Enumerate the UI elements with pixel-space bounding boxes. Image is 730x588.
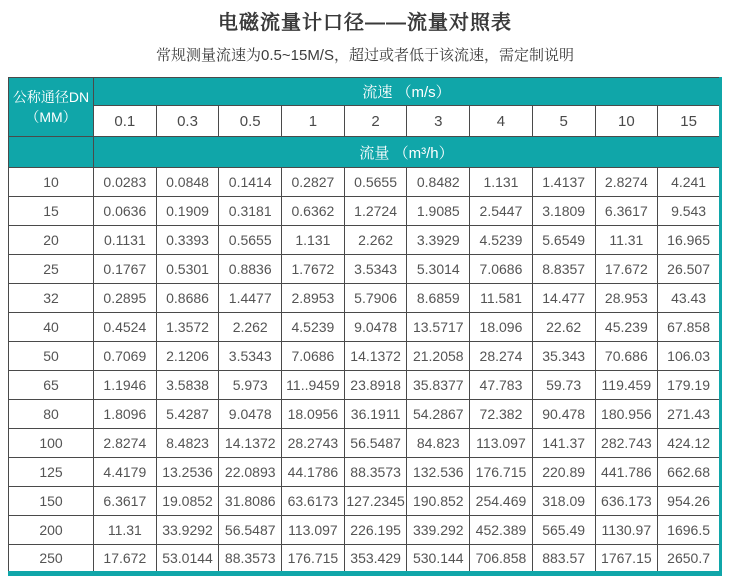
flow-value-cell: 424.12 xyxy=(658,429,721,458)
flow-value-cell: 1.131 xyxy=(470,168,533,197)
flow-value-cell: 36.1911 xyxy=(344,400,407,429)
flow-value-cell: 530.144 xyxy=(407,545,470,574)
flow-value-cell: 176.715 xyxy=(282,545,345,574)
flow-value-cell: 7.0686 xyxy=(470,255,533,284)
dn-value-cell: 15 xyxy=(9,197,94,226)
velocity-values-row xyxy=(9,106,721,137)
flow-value-cell: 452.389 xyxy=(470,516,533,545)
flow-value-cell: 127.2345 xyxy=(344,487,407,516)
flow-value-cell: 0.2895 xyxy=(94,284,157,313)
flow-value-cell: 190.852 xyxy=(407,487,470,516)
table-row xyxy=(9,168,721,197)
velocity-value: 10 xyxy=(595,106,658,137)
velocity-value: 15 xyxy=(658,106,721,137)
flow-value-cell: 119.459 xyxy=(595,371,658,400)
flow-value-cell: 0.1767 xyxy=(94,255,157,284)
dn-value-cell: 20 xyxy=(9,226,94,255)
flow-value-cell: 70.686 xyxy=(595,342,658,371)
flow-value-cell: 9.0478 xyxy=(344,313,407,342)
flow-value-cell: 18.096 xyxy=(470,313,533,342)
flow-value-cell: 0.5655 xyxy=(344,168,407,197)
flow-value-cell: 0.3181 xyxy=(219,197,282,226)
flow-value-cell: 11..9459 xyxy=(282,371,345,400)
dn-value-cell: 250 xyxy=(9,545,94,574)
flow-value-cell: 1.1946 xyxy=(94,371,157,400)
flow-value-cell: 565.49 xyxy=(532,516,595,545)
table-body xyxy=(9,168,721,574)
flow-value-cell: 1.3572 xyxy=(156,313,219,342)
flow-group-header: 流量 （m³/h） xyxy=(94,137,721,168)
flow-value-cell: 0.6362 xyxy=(282,197,345,226)
flow-value-cell: 14.1372 xyxy=(219,429,282,458)
flow-value-cell: 282.743 xyxy=(595,429,658,458)
flow-value-cell: 14.1372 xyxy=(344,342,407,371)
flow-value-cell: 7.0686 xyxy=(282,342,345,371)
corner-header-dn xyxy=(9,78,94,137)
table-row xyxy=(9,313,721,342)
flow-value-cell: 1130.97 xyxy=(595,516,658,545)
table-header xyxy=(9,78,721,168)
table-row xyxy=(9,342,721,371)
flow-value-cell: 106.03 xyxy=(658,342,721,371)
flow-value-cell: 706.858 xyxy=(470,545,533,574)
flow-value-cell: 17.672 xyxy=(595,255,658,284)
flow-value-cell: 6.3617 xyxy=(94,487,157,516)
flow-value-cell: 1.4137 xyxy=(532,168,595,197)
flow-value-cell: 56.5487 xyxy=(344,429,407,458)
flow-value-cell: 113.097 xyxy=(282,516,345,545)
flow-value-cell: 883.57 xyxy=(532,545,595,574)
flow-value-cell: 9.0478 xyxy=(219,400,282,429)
flow-value-cell: 5.6549 xyxy=(532,226,595,255)
flow-value-cell: 11.31 xyxy=(94,516,157,545)
flow-value-cell: 54.2867 xyxy=(407,400,470,429)
flow-value-cell: 353.429 xyxy=(344,545,407,574)
flow-value-cell: 22.62 xyxy=(532,313,595,342)
flow-value-cell: 88.3573 xyxy=(344,458,407,487)
flow-value-cell: 13.5717 xyxy=(407,313,470,342)
flow-value-cell: 8.6859 xyxy=(407,284,470,313)
flow-value-cell: 35.8377 xyxy=(407,371,470,400)
flow-value-cell: 0.8836 xyxy=(219,255,282,284)
page-subtitle: 常规测量流速为0.5~15M/S，超过或者低于该流速，需定制说明 xyxy=(156,47,574,64)
flow-value-cell: 2.1206 xyxy=(156,342,219,371)
flow-value-cell: 0.5301 xyxy=(156,255,219,284)
dn-value-cell: 100 xyxy=(9,429,94,458)
flow-value-cell: 18.0956 xyxy=(282,400,345,429)
dn-value-cell: 125 xyxy=(9,458,94,487)
flow-value-cell: 23.8918 xyxy=(344,371,407,400)
flow-value-cell: 5.4287 xyxy=(156,400,219,429)
flow-value-cell: 2.8953 xyxy=(282,284,345,313)
flow-value-cell: 5.3014 xyxy=(407,255,470,284)
dn-value-cell: 80 xyxy=(9,400,94,429)
flow-value-cell: 2650.7 xyxy=(658,545,721,574)
flow-value-cell: 339.292 xyxy=(407,516,470,545)
flow-value-cell: 0.8686 xyxy=(156,284,219,313)
table-row xyxy=(9,429,721,458)
table-row xyxy=(9,458,721,487)
flow-value-cell: 2.8274 xyxy=(595,168,658,197)
flow-value-cell: 84.823 xyxy=(407,429,470,458)
flow-value-cell: 636.173 xyxy=(595,487,658,516)
flow-value-cell: 2.262 xyxy=(219,313,282,342)
velocity-value: 5 xyxy=(532,106,595,137)
flow-value-cell: 53.0144 xyxy=(156,545,219,574)
flow-value-cell: 8.4823 xyxy=(156,429,219,458)
table-row xyxy=(9,516,721,545)
flow-value-cell: 28.953 xyxy=(595,284,658,313)
flow-value-cell: 0.7069 xyxy=(94,342,157,371)
table-row xyxy=(9,371,721,400)
flow-value-cell: 0.1414 xyxy=(219,168,282,197)
flow-value-cell: 44.1786 xyxy=(282,458,345,487)
flow-value-cell: 2.8274 xyxy=(94,429,157,458)
dn-value-cell: 32 xyxy=(9,284,94,313)
flow-value-cell: 3.3929 xyxy=(407,226,470,255)
flow-value-cell: 0.0848 xyxy=(156,168,219,197)
flow-value-cell: 3.5343 xyxy=(219,342,282,371)
page xyxy=(0,6,730,576)
flow-value-cell: 132.536 xyxy=(407,458,470,487)
flow-value-cell: 19.0852 xyxy=(156,487,219,516)
flow-value-cell: 5.7906 xyxy=(344,284,407,313)
flow-value-cell: 3.5838 xyxy=(156,371,219,400)
flow-value-cell: 47.783 xyxy=(470,371,533,400)
table-row xyxy=(9,226,721,255)
flow-value-cell: 31.8086 xyxy=(219,487,282,516)
flow-value-cell: 4.5239 xyxy=(470,226,533,255)
corner-empty-cell xyxy=(9,137,94,168)
flow-value-cell: 13.2536 xyxy=(156,458,219,487)
velocity-value: 0.1 xyxy=(94,106,157,137)
flow-value-cell: 43.43 xyxy=(658,284,721,313)
flow-value-cell: 72.382 xyxy=(470,400,533,429)
dn-value-cell: 10 xyxy=(9,168,94,197)
flow-value-cell: 1.7672 xyxy=(282,255,345,284)
flow-value-cell: 0.8482 xyxy=(407,168,470,197)
dn-value-cell: 200 xyxy=(9,516,94,545)
flow-value-cell: 226.195 xyxy=(344,516,407,545)
flow-value-cell: 9.543 xyxy=(658,197,721,226)
flow-value-cell: 0.1909 xyxy=(156,197,219,226)
table-row xyxy=(9,284,721,313)
flow-value-cell: 33.9292 xyxy=(156,516,219,545)
flow-value-cell: 22.0893 xyxy=(219,458,282,487)
flow-value-cell: 21.2058 xyxy=(407,342,470,371)
corner-header-line1: 公称通径DN xyxy=(12,88,90,105)
flow-value-cell: 0.1131 xyxy=(94,226,157,255)
flow-value-cell: 35.343 xyxy=(532,342,595,371)
velocity-value: 0.5 xyxy=(219,106,282,137)
flow-value-cell: 0.4524 xyxy=(94,313,157,342)
flow-value-cell: 113.097 xyxy=(470,429,533,458)
flow-value-cell: 0.0283 xyxy=(94,168,157,197)
flow-value-cell: 1696.5 xyxy=(658,516,721,545)
flow-value-cell: 63.6173 xyxy=(282,487,345,516)
flow-value-cell: 28.274 xyxy=(470,342,533,371)
flow-value-cell: 0.3393 xyxy=(156,226,219,255)
table-row xyxy=(9,545,721,574)
flow-value-cell: 176.715 xyxy=(470,458,533,487)
flow-value-cell: 0.0636 xyxy=(94,197,157,226)
flow-value-cell: 662.68 xyxy=(658,458,721,487)
table-row xyxy=(9,487,721,516)
velocity-value: 1 xyxy=(282,106,345,137)
flow-value-cell: 4.5239 xyxy=(282,313,345,342)
velocity-value: 4 xyxy=(470,106,533,137)
flow-value-cell: 45.239 xyxy=(595,313,658,342)
flow-value-cell: 14.477 xyxy=(532,284,595,313)
flow-value-cell: 141.37 xyxy=(532,429,595,458)
flow-value-cell: 1.4477 xyxy=(219,284,282,313)
flow-value-cell: 1.8096 xyxy=(94,400,157,429)
flow-value-cell: 8.8357 xyxy=(532,255,595,284)
dn-value-cell: 25 xyxy=(9,255,94,284)
flow-value-cell: 11.581 xyxy=(470,284,533,313)
flow-value-cell: 4.4179 xyxy=(94,458,157,487)
dn-value-cell: 50 xyxy=(9,342,94,371)
flow-value-cell: 28.2743 xyxy=(282,429,345,458)
flow-value-cell: 2.262 xyxy=(344,226,407,255)
dn-value-cell: 150 xyxy=(9,487,94,516)
flow-value-cell: 1.9085 xyxy=(407,197,470,226)
flow-value-cell: 17.672 xyxy=(94,545,157,574)
flow-value-cell: 179.19 xyxy=(658,371,721,400)
flow-value-cell: 1.2724 xyxy=(344,197,407,226)
flow-value-cell: 67.858 xyxy=(658,313,721,342)
flow-value-cell: 16.965 xyxy=(658,226,721,255)
table-row xyxy=(9,255,721,284)
flow-value-cell: 271.43 xyxy=(658,400,721,429)
flow-value-cell: 220.89 xyxy=(532,458,595,487)
flow-value-cell: 59.73 xyxy=(532,371,595,400)
flow-value-cell: 3.5343 xyxy=(344,255,407,284)
table-row xyxy=(9,197,721,226)
page-title: 电磁流量计口径——流量对照表 xyxy=(218,12,512,34)
corner-header-line2: （MM） xyxy=(25,109,77,125)
flow-value-cell: 254.469 xyxy=(470,487,533,516)
flow-value-cell: 2.5447 xyxy=(470,197,533,226)
flow-rate-table xyxy=(8,77,722,576)
flow-value-cell: 1767.15 xyxy=(595,545,658,574)
flow-value-cell: 954.26 xyxy=(658,487,721,516)
flow-value-cell: 1.131 xyxy=(282,226,345,255)
flow-value-cell: 5.973 xyxy=(219,371,282,400)
flow-value-cell: 56.5487 xyxy=(219,516,282,545)
flow-value-cell: 4.241 xyxy=(658,168,721,197)
flow-value-cell: 0.2827 xyxy=(282,168,345,197)
velocity-group-header: 流速 （m/s） xyxy=(94,78,721,106)
flow-value-cell: 6.3617 xyxy=(595,197,658,226)
flow-value-cell: 11.31 xyxy=(595,226,658,255)
flow-value-cell: 3.1809 xyxy=(532,197,595,226)
flow-value-cell: 318.09 xyxy=(532,487,595,516)
velocity-value: 0.3 xyxy=(156,106,219,137)
velocity-value: 3 xyxy=(407,106,470,137)
flow-value-cell: 180.956 xyxy=(595,400,658,429)
flow-value-cell: 26.507 xyxy=(658,255,721,284)
dn-value-cell: 40 xyxy=(9,313,94,342)
flow-value-cell: 90.478 xyxy=(532,400,595,429)
dn-value-cell: 65 xyxy=(9,371,94,400)
flow-value-cell: 441.786 xyxy=(595,458,658,487)
flow-value-cell: 0.5655 xyxy=(219,226,282,255)
velocity-value: 2 xyxy=(344,106,407,137)
table-row xyxy=(9,400,721,429)
flow-value-cell: 88.3573 xyxy=(219,545,282,574)
